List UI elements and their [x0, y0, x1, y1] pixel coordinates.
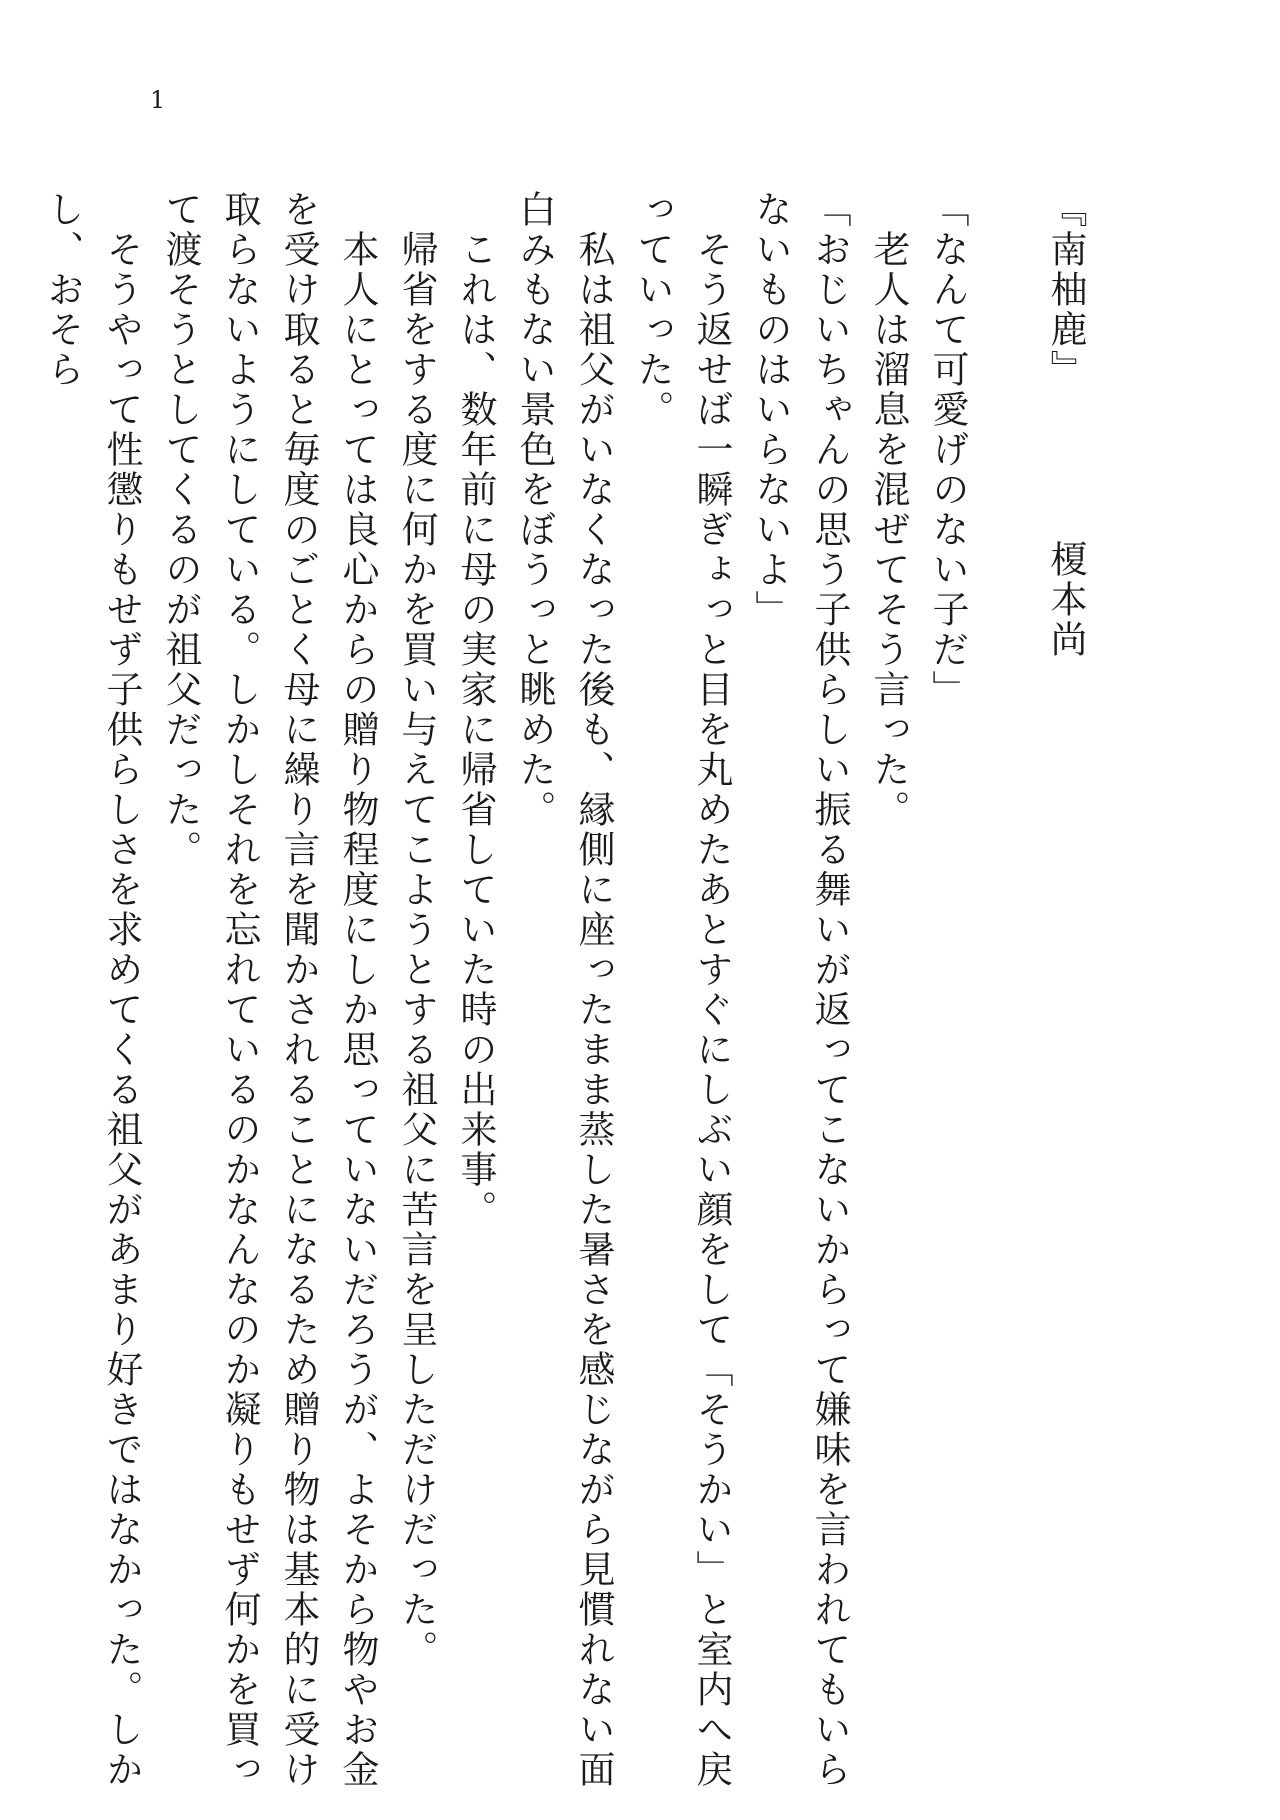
paragraph: 本人にとっては良心からの贈り物程度にしか思っていないだろうが、よそから物やお金を受け取ると毎度のごとく母に繰り言を聞かされることになるため贈り物は基本的に受け取らないようにしている。しかしそれを忘れているのかなんなのか凝りもせず何かを買って渡そうとしてくるのが祖父だった。 — [159, 190, 379, 1790]
paragraph: 帰省をする度に何かを買い与えてこようとする祖父に苦言を呈しただけだった。 — [395, 190, 438, 1670]
author-name: 榎本尚 — [1044, 540, 1087, 660]
story-title: 『南柚鹿』 — [1044, 190, 1087, 390]
page-number: 1 — [150, 86, 166, 114]
paragraph: 「なんて可愛げのない子だ」 — [926, 190, 969, 710]
vertical-text-body — [41, 190, 1095, 1790]
paragraph: 「おじいちゃんの思う子供らしい振る舞いが返ってこないからって嫌味を言われてもいらないものはいらないよ」 — [749, 190, 851, 1790]
paragraph: 老人は溜息を混ぜてそう言った。 — [867, 190, 910, 830]
paragraph: これは、数年前に母の実家に帰省していた時の出来事。 — [454, 190, 497, 1230]
paragraph: そう返せば一瞬ぎょっと目を丸めたあとすぐにしぶい顔をして「そうかい」と室内へ戻っていった。 — [631, 190, 733, 1790]
paragraph: そうやって性懲りもせず子供らしさを求めてくる祖父があまり好きではなかった。しかし、おそら — [41, 190, 143, 1790]
paragraph: 私は祖父がいなくなった後も、縁側に座ったまま蒸した暑さを感じながら見慣れない面白みもない景色をぼうっと眺めた。 — [513, 190, 615, 1790]
title-line — [1036, 190, 1095, 1790]
blank-line — [977, 190, 1036, 1790]
